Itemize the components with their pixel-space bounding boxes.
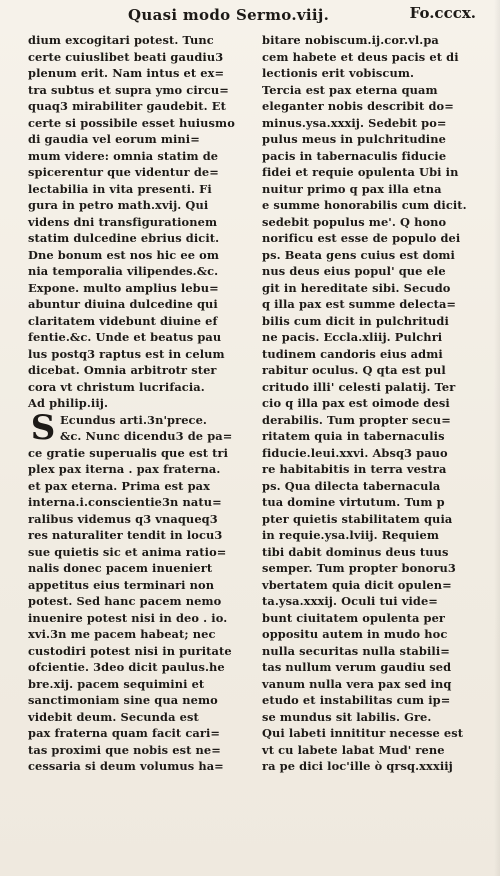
text-line: cio q illa pax est oimode desi: [262, 396, 450, 410]
text-line: ps. Qua dilecta tabernacula: [262, 478, 441, 493]
text-line: bilis cum dicit in pulchritudi: [262, 313, 449, 328]
text-line: minus.ysa.xxxij. Sedebit po=: [262, 115, 447, 130]
text-line: tra subtus et supra ymo circu=: [28, 82, 229, 97]
text-line: appetitus eius terminari non: [28, 577, 215, 592]
text-line: quaq3 mirabiliter gaudebit. Et: [28, 99, 226, 113]
text-line: sue quietis sic et anima ratio=: [28, 544, 227, 559]
text-line: tudinem candoris eius admi: [262, 346, 443, 361]
text-line: Tercia est pax eterna quam: [262, 82, 438, 97]
text-line: videns dni transfigurationem: [28, 214, 218, 229]
folio-number: Fo.cccx.: [409, 4, 476, 22]
page-edge-shadow: [494, 0, 500, 876]
text-line: dium excogitari potest. Tunc: [28, 33, 214, 47]
text-line: inuenire potest nisi in deo . io.: [28, 610, 228, 625]
text-line: pulus meus in pulchritudine: [262, 132, 446, 146]
text-line: fidei et requie opulenta Ubi in: [262, 165, 459, 179]
text-line: nia temporalia vilipendes.&c.: [28, 264, 219, 278]
left-text-column: [28, 32, 246, 773]
text-line: nulla securitas nulla stabili=: [262, 643, 450, 658]
text-line: etudo et instabilitas cum ip=: [262, 693, 451, 707]
text-line: ne pacis. Eccla.xliij. Pulchri: [262, 330, 443, 344]
text-line: potest. Sed hanc pacem nemo: [28, 594, 222, 608]
text-line: et pax eterna. Prima est pax: [28, 478, 211, 493]
text-line: bitare nobiscum.ij.cor.vl.pa: [262, 33, 439, 47]
text-line: vt cu labete labat Mud' rene: [262, 742, 445, 757]
text-line: nus deus eius popul' que ele: [262, 264, 446, 278]
running-title: Quasi modo Sermo.viij.: [128, 6, 330, 24]
text-line: Ecundus arti.3n'prece.: [60, 412, 207, 427]
text-line: abuntur diuina dulcedine qui: [28, 297, 218, 311]
text-line: fentie.&c. Unde et beatus pau: [28, 330, 222, 344]
text-line: vanum nulla vera pax sed inq: [262, 676, 452, 691]
text-line: tua domine virtutum. Tum p: [262, 495, 445, 509]
text-line: interna.i.conscientie3n natu=: [28, 495, 222, 509]
text-line: e summe honorabilis cum dicit.: [262, 198, 467, 212]
text-line: vbertatem quia dicit opulen=: [262, 577, 452, 592]
text-line: ritatem quia in tabernaculis: [262, 429, 445, 443]
text-line: custodiri potest nisi in puritate: [28, 643, 232, 658]
text-line: sedebit populus me'. Q hono: [262, 214, 447, 229]
text-line: pacis in tabernaculis fiducie: [262, 148, 447, 163]
page-header: [28, 0, 476, 32]
text-line: certe cuiuslibet beati gaudiu3: [28, 49, 224, 64]
text-line: statim dulcedine ebrius dicit.: [28, 231, 220, 245]
text-line: tibi dabit dominus deus tuus: [262, 544, 449, 559]
right-text-column: [262, 32, 480, 773]
text-line: xvi.3n me pacem habeat; nec: [28, 627, 216, 641]
text-line: mum videre: omnia statim de: [28, 148, 219, 163]
text-line: bunt ciuitatem opulenta per: [262, 610, 446, 625]
text-line: Qui labeti innititur necesse est: [262, 726, 464, 740]
text-line: res naturaliter tendit in locu3: [28, 528, 223, 542]
text-line: pter quietis stabilitatem quia: [262, 511, 453, 526]
text-line: plenum erit. Nam intus et ex=: [28, 66, 225, 80]
text-line: eleganter nobis describit do=: [262, 99, 454, 113]
text-line: Ad philip.iij.: [28, 396, 109, 410]
text-line: se mundus sit labilis. Gre.: [262, 709, 432, 724]
text-line: lectabilia in vita presenti. Fi: [28, 181, 212, 196]
text-line: plex pax iterna . pax fraterna.: [28, 462, 221, 476]
text-line: cora vt christum lucrifacia.: [28, 379, 205, 394]
text-line: git in hereditate sibi. Secudo: [262, 280, 451, 295]
section-opening: [28, 407, 246, 448]
text-line: derabilis. Tum propter secu=: [262, 412, 451, 427]
text-line: critudo illi' celesti palatij. Ter: [262, 379, 456, 394]
text-line: certe si possibile esset huiusmo: [28, 115, 235, 130]
decorated-initial: S: [30, 407, 56, 448]
text-line: norificu est esse de populo dei: [262, 231, 461, 245]
text-line: cessaria si deum volumus ha=: [28, 759, 224, 773]
text-line: ofcientie. 3deo dicit paulus.he: [28, 660, 225, 674]
text-line: ralibus videmus q3 vnaqueq3: [28, 511, 218, 526]
text-line: fiducie.leui.xxvi. Absq3 pauo: [262, 445, 448, 460]
text-line: Expone. multo amplius lebu=: [28, 280, 219, 295]
text-line: tas nullum verum gaudiu sed: [262, 660, 452, 674]
page-content: [28, 0, 476, 773]
text-line: lus postq3 raptus est in celum: [28, 346, 225, 361]
text-line: nalis donec pacem inueniert: [28, 561, 213, 575]
text-line: cem habete et deus pacis et di: [262, 49, 459, 64]
text-line: sanctimoniam sine qua nemo: [28, 693, 218, 707]
text-line: dicebat. Omnia arbitrotr ster: [28, 363, 217, 377]
text-line: claritatem videbunt diuine ef: [28, 313, 218, 328]
text-line: ps. Beata gens cuius est domi: [262, 247, 455, 262]
text-line: di gaudia vel eorum mini=: [28, 132, 200, 146]
text-line: lectionis erit vobiscum.: [262, 66, 415, 80]
text-line: pax fraterna quam facit cari=: [28, 726, 221, 740]
text-line: gura in petro math.xvij. Qui: [28, 198, 209, 212]
text-line: Dne bonum est nos hic ee om: [28, 247, 219, 262]
text-line: videbit deum. Secunda est: [28, 709, 199, 724]
text-line: ra pe dici loc'ille ò qrsq.xxxiij: [262, 759, 453, 773]
text-line: in requie.ysa.lviij. Requiem: [262, 528, 440, 542]
text-line: semper. Tum propter bonoru3: [262, 561, 456, 575]
text-line: spicerentur que videntur de=: [28, 165, 219, 179]
text-line: tas proximi que nobis est ne=: [28, 742, 221, 757]
text-line: ta.ysa.xxxij. Oculi tui vide=: [262, 594, 438, 608]
text-line: rabitur oculus. Q qta est pul: [262, 363, 446, 377]
text-line: &c. Nunc dicendu3 de pa=: [60, 429, 233, 443]
text-line: nuitur primo q pax illa etna: [262, 181, 442, 196]
text-line: ce gratie superualis que est tri: [28, 445, 229, 460]
text-line: oppositu autem in mudo hoc: [262, 627, 448, 641]
text-line: bre.xij. pacem sequimini et: [28, 676, 205, 691]
text-line: q illa pax est summe delecta=: [262, 297, 457, 311]
text-line: re habitabitis in terra vestra: [262, 462, 447, 476]
